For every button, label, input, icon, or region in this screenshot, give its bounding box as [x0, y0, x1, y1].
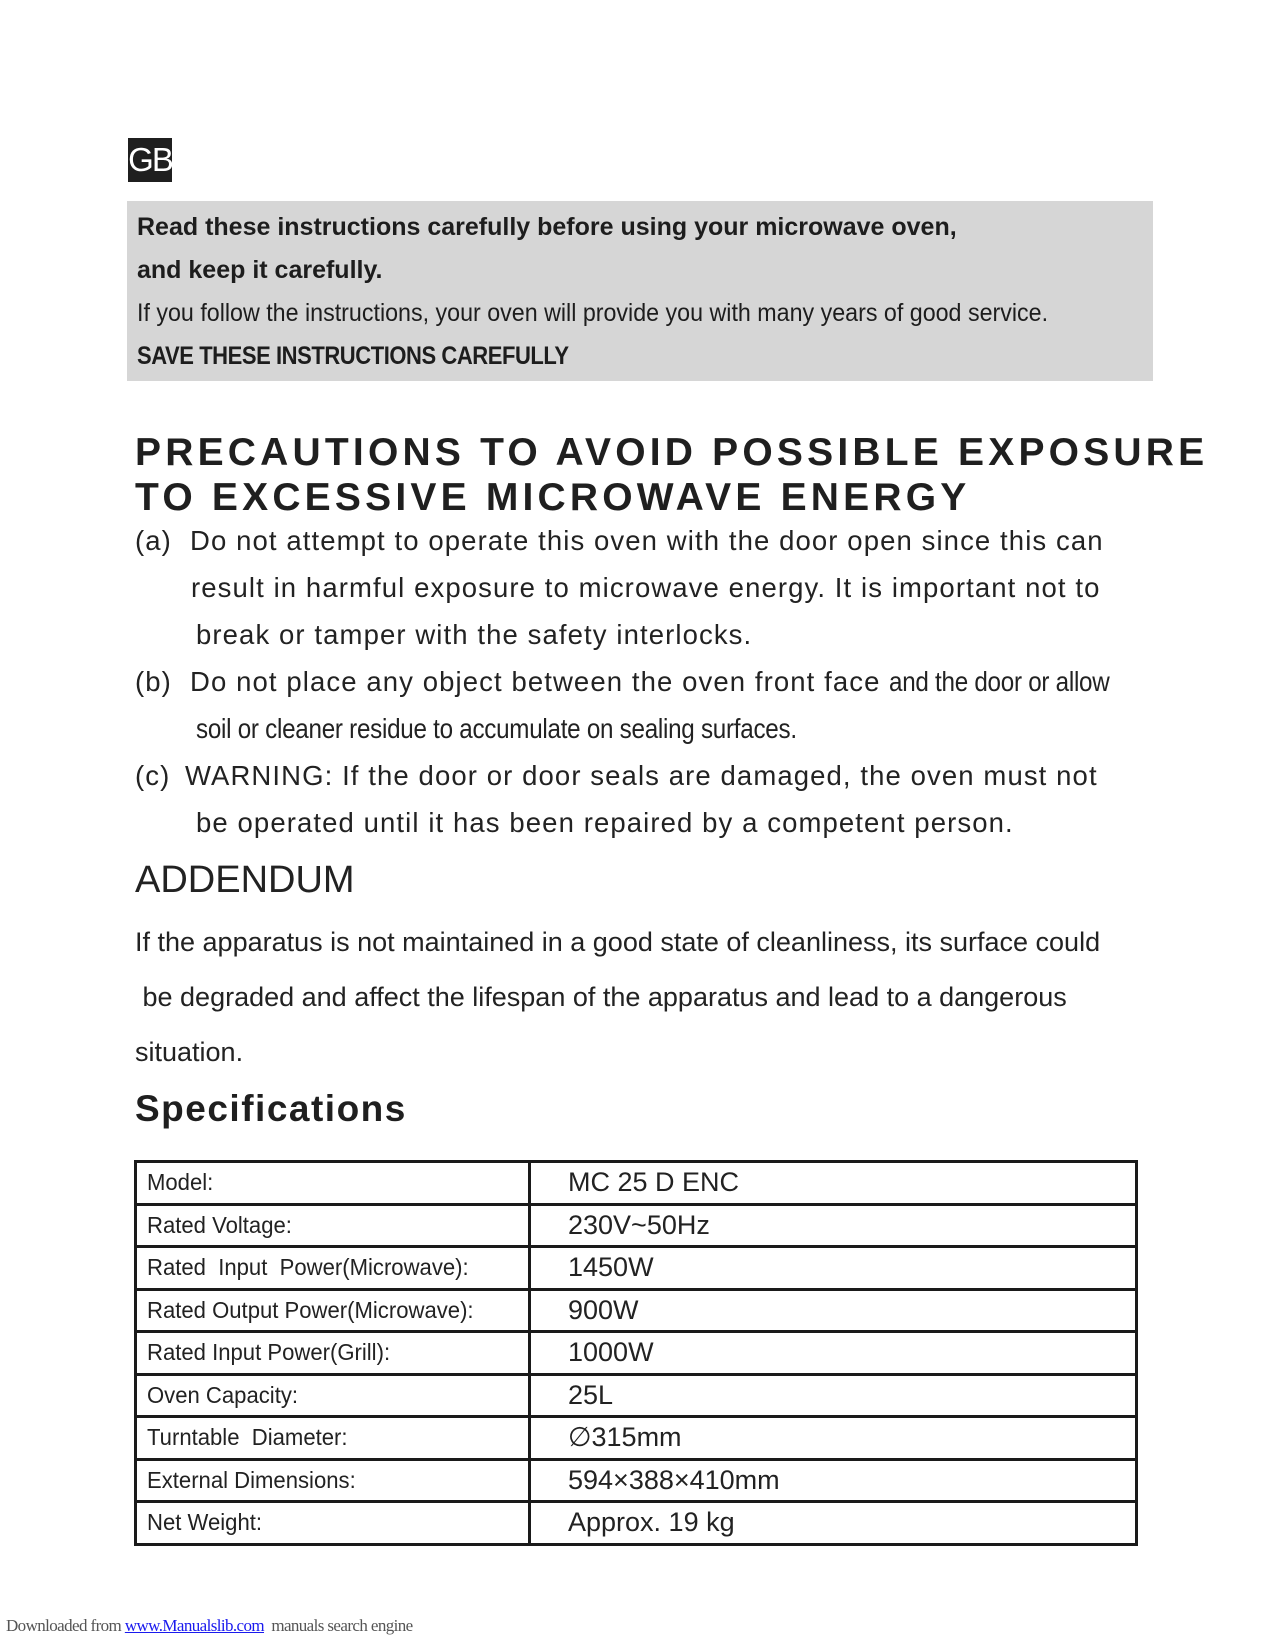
spec-row-oven-capacity [136, 1374, 1137, 1417]
spec-value: 230V~50Hz [530, 1204, 1137, 1247]
precaution-item-a [135, 517, 1155, 658]
addendum-line-2: be degraded and affect the lifespan of the apparatus and lead to a dangerous [135, 982, 1067, 1012]
item-a-line-2: result in harmful exposure to microwave energy. It is important not to [191, 572, 1101, 603]
spec-row-external-dimensions [136, 1459, 1137, 1502]
specifications-heading: Specifications [135, 1088, 407, 1129]
spec-label-text: External Dimensions: [147, 1466, 356, 1493]
item-tag-c: (c) [135, 760, 171, 791]
spec-label [136, 1502, 530, 1545]
addendum-paragraph [135, 915, 1155, 1080]
footer-suffix: manuals search engine [264, 1616, 413, 1635]
spec-label [136, 1162, 530, 1205]
item-b-line-1a: Do not place any object between the oven front face [190, 666, 890, 697]
spec-row-net-weight [136, 1502, 1137, 1545]
addendum-line-1: If the apparatus is not maintained in a good state of cleanliness, its surface could [135, 927, 1101, 957]
footer-prefix: Downloaded from [6, 1616, 125, 1635]
spec-value: MC 25 D ENC [530, 1162, 1137, 1205]
spec-label [136, 1204, 530, 1247]
spec-value: 900W [530, 1289, 1137, 1332]
spec-label-text: Turntable Diameter: [147, 1424, 348, 1451]
download-footer [6, 1616, 413, 1636]
item-a-line-3: break or tamper with the safety interlocks. [196, 619, 753, 650]
spec-label [136, 1332, 530, 1375]
item-a-line-1: Do not attempt to operate this oven with the door open since this can [190, 525, 1104, 556]
spec-label-text: Rated Input Power(Grill): [147, 1339, 391, 1366]
spec-label-text: Rated Output Power(Microwave): [147, 1296, 474, 1323]
spec-row-turntable-diameter [136, 1417, 1137, 1460]
item-c-line-2: be operated until it has been repaired by a competent person. [196, 807, 1014, 838]
spec-label-text: Oven Capacity: [147, 1381, 299, 1408]
spec-value: 1000W [530, 1332, 1137, 1375]
spec-label [136, 1289, 530, 1332]
item-b-line-1b: and the door or allow [889, 666, 1110, 697]
precautions-heading-line-2: TO EXCESSIVE MICROWAVE ENERGY [135, 476, 971, 519]
intro-line-2: and keep it carefully. [137, 256, 383, 284]
spec-row-rated-voltage [136, 1204, 1137, 1247]
addendum-heading: ADDENDUM [135, 859, 355, 901]
precaution-item-c [135, 752, 1155, 846]
spec-label [136, 1247, 530, 1290]
precautions-heading [135, 430, 1208, 520]
spec-label-text: Rated Voltage: [147, 1211, 292, 1238]
item-tag-b: (b) [135, 666, 172, 697]
precautions-heading-line-1: PRECAUTIONS TO AVOID POSSIBLE EXPOSURE [135, 431, 1209, 474]
spec-value: 25L [530, 1374, 1137, 1417]
spec-row-output-power-microwave [136, 1289, 1137, 1332]
spec-label [136, 1374, 530, 1417]
specifications-table [134, 1160, 1138, 1546]
spec-row-input-power-grill [136, 1332, 1137, 1375]
save-instructions-heading: SAVE THESE INSTRUCTIONS CAREFULLY [137, 342, 569, 370]
intro-notice-box [127, 201, 1153, 381]
item-c-line-1: WARNING: If the door or door seals are damaged, the oven must not [185, 760, 1098, 791]
spec-label-text: Rated Input Power(Microwave): [147, 1254, 469, 1281]
precautions-list [135, 517, 1155, 846]
spec-label [136, 1459, 530, 1502]
spec-label [136, 1417, 530, 1460]
intro-line-1: Read these instructions carefully before using your microwave oven, [137, 213, 957, 241]
manualslib-link[interactable]: www.Manualslib.com [124, 1616, 265, 1635]
spec-value: 1450W [530, 1247, 1137, 1290]
intro-line-3: If you follow the instructions, your oven will provide you with many years of good service. [137, 299, 1049, 327]
spec-value: ∅315mm [530, 1417, 1137, 1460]
spec-label-text: Net Weight: [147, 1509, 263, 1536]
item-tag-a: (a) [135, 525, 172, 556]
item-b-line-2: soil or cleaner residue to accumulate on sealing surfaces. [196, 713, 797, 744]
spec-row-model [136, 1162, 1137, 1205]
spec-value: Approx. 19 kg [530, 1502, 1137, 1545]
language-badge: GB [128, 138, 172, 182]
spec-label-text: Model: [147, 1169, 214, 1196]
addendum-line-3: situation. [135, 1037, 244, 1067]
spec-value: 594×388×410mm [530, 1459, 1137, 1502]
spec-row-input-power-microwave [136, 1247, 1137, 1290]
precaution-item-b [135, 658, 1155, 752]
